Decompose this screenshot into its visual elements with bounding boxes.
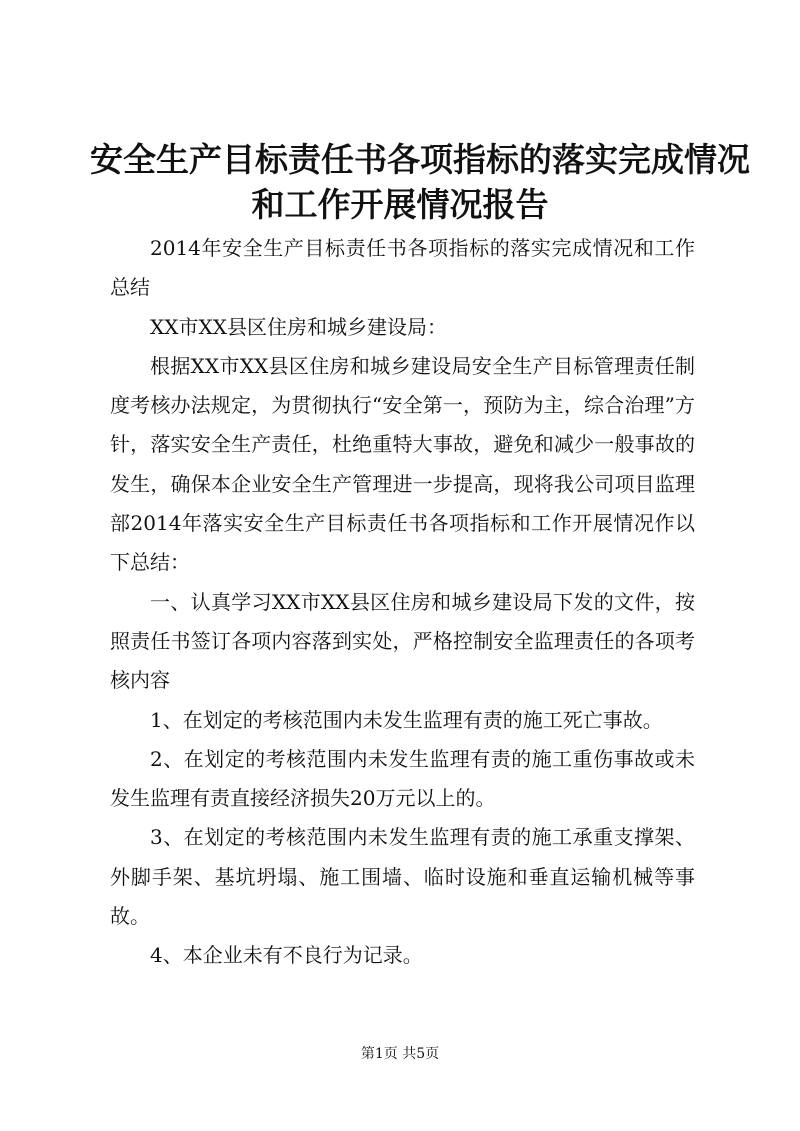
document-body	[110, 229, 695, 976]
document-title-line-2: 和工作开展情况报告	[251, 185, 549, 224]
list-item-4: 4、本企业未有不良行为记录。	[150, 943, 423, 968]
document-title-line-1: 安全生产目标责任书各项指标的落实完成情况	[90, 140, 750, 179]
intro-paragraph: 根据XX市XX县区住房和城乡建设局安全生产目标管理责任制度考核办法规定，为贯彻执行“安全第一，预防为主，综合治理”方针，落实安全生产责任，杜绝重特大事故，避免和减少一般事故的发生，确保本企业安全生产管理进一步提高，现将我公司项目监理部2014年落实安全生产目标责任书各项指标和工作开展情况作以下总结：	[110, 353, 695, 575]
list-item-2: 2、在划定的考核范围内未发生监理有责的施工重伤事故或未发生监理有责直接经济损失20万元以上的。	[110, 746, 695, 811]
summary-heading-paragraph: 2014年安全生产目标责任书各项指标的落实完成情况和工作总结	[110, 236, 695, 300]
section-one-heading: 一、认真学习XX市XX县区住房和城乡建设局下发的文件，按照责任书签订各项内容落到实处，严格控制安全监理责任的各项考核内容	[110, 589, 695, 693]
list-item-1: 1、在划定的考核范围内未发生监理有责的施工死亡事故。	[150, 707, 663, 732]
addressee-paragraph: XX市XX县区住房和城乡建设局：	[150, 314, 447, 339]
page-number-footer: 第1页 共5页	[360, 1046, 440, 1062]
list-item-3: 3、在划定的考核范围内未发生监理有责的施工承重支撑架、外脚手架、基坑坍塌、施工围墙、临时设施和垂直运输机械等事故。	[110, 825, 695, 929]
